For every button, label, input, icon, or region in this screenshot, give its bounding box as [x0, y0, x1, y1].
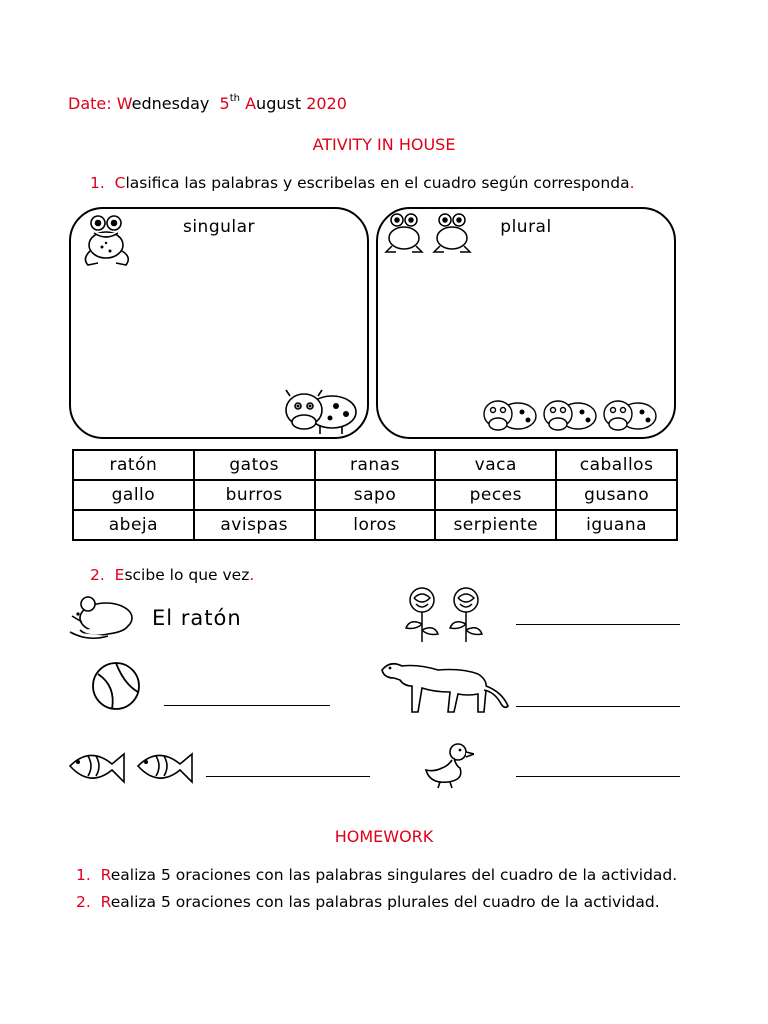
homework-text: ealiza 5 oraciones con las palabras singulares del cuadro de la actividad.	[110, 866, 678, 884]
question-2: 2. Escibe lo que vez.	[90, 566, 255, 584]
answer-line-roses[interactable]	[516, 624, 680, 625]
word-cell: gatos	[194, 450, 315, 480]
homework-text: ealiza 5 oraciones con las palabras plurales del cuadro de la actividad.	[110, 893, 660, 911]
singular-label: singular	[182, 217, 256, 237]
cow-icon	[280, 382, 362, 436]
question-2-text: scibe lo que vez	[124, 566, 250, 584]
word-cell: abeja	[73, 510, 194, 540]
homework-item	[76, 893, 660, 911]
word-cell: loros	[315, 510, 436, 540]
question-2-number: 2.	[90, 566, 105, 584]
homework-title: HOMEWORK	[334, 827, 434, 846]
date-year: 2020	[306, 94, 347, 113]
frog-icon	[78, 211, 136, 269]
question-2-first-letter: E	[114, 566, 125, 584]
answer-line-panther[interactable]	[516, 706, 680, 707]
table-row	[73, 480, 677, 510]
word-cell: iguana	[556, 510, 677, 540]
table-row	[73, 450, 677, 480]
frogs-icon	[382, 210, 478, 256]
homework-first-letter: R	[100, 866, 111, 884]
homework-number: 2.	[76, 893, 91, 911]
date-number: 5	[219, 94, 230, 113]
panther-icon	[378, 656, 514, 718]
date-suffix: th	[229, 92, 240, 104]
homework-number: 1.	[76, 866, 91, 884]
question-1-first-letter: C	[114, 174, 126, 192]
answer-line-ball[interactable]	[164, 705, 330, 706]
fish-icon	[66, 742, 198, 792]
answer-line-fish[interactable]	[206, 776, 370, 777]
table-row	[73, 510, 677, 540]
homework-item	[76, 866, 677, 884]
activity-title: ATIVITY IN HOUSE	[312, 135, 456, 154]
answer-line-duck[interactable]	[516, 776, 680, 777]
word-cell: burros	[194, 480, 315, 510]
word-cell: ranas	[315, 450, 436, 480]
date-label: Date:	[68, 94, 112, 113]
word-cell: serpiente	[435, 510, 556, 540]
word-cell: avispas	[194, 510, 315, 540]
word-cell: gusano	[556, 480, 677, 510]
plural-label: plural	[500, 217, 552, 237]
words-table	[72, 449, 678, 541]
word-cell: vaca	[435, 450, 556, 480]
cows-icon	[480, 390, 660, 436]
date-line: Date: Wednesday 5th August 2020	[68, 92, 347, 113]
mouse-icon	[68, 592, 140, 644]
word-cell: gallo	[73, 480, 194, 510]
word-cell: sapo	[315, 480, 436, 510]
question-1-number: 1.	[90, 174, 105, 192]
question-1-text: lasifica las palabras y escribelas en el cuadro según corresponda	[125, 174, 630, 192]
roses-icon	[398, 584, 494, 646]
word-cell: ratón	[73, 450, 194, 480]
word-cell: caballos	[556, 450, 677, 480]
duck-icon	[420, 740, 474, 790]
example-answer: El ratón	[152, 606, 242, 630]
word-cell: peces	[435, 480, 556, 510]
date-month: ugust	[256, 94, 302, 113]
date-day: ednesday	[131, 94, 210, 113]
question-1: 1. Clasifica las palabras y escribelas en el cuadro según corresponda.	[90, 174, 635, 192]
homework-first-letter: R	[100, 893, 111, 911]
ball-icon	[90, 660, 142, 712]
